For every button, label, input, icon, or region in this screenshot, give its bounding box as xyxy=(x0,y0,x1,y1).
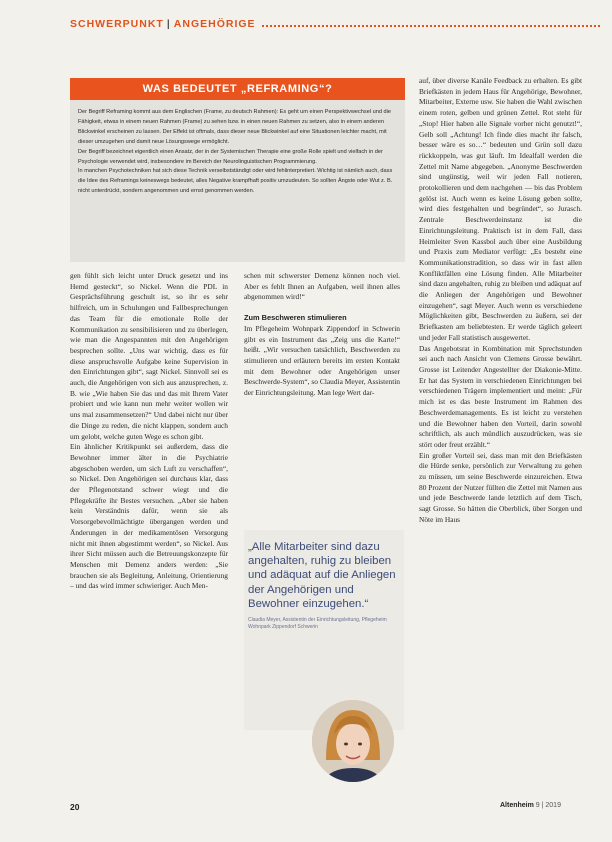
body-paragraph: Ein großer Vorteil sei, dass man mit den Briefkästen die Hürde senke, persönlich zur Verwaltung zu gehen zu müssen, um seine Beschwerde einzureichen. Etwa 80 Prozent der Nutzer füllten die Zettel mit Namen aus und jede Beschwerde lande letztlich auf dem Tisch, sagt Grosse. So hätten die Oberblick, über Sorgen und Nöte im Haus xyxy=(419,450,582,524)
header-separator: | xyxy=(166,18,171,30)
header-dotted-rule xyxy=(262,24,600,27)
page-number: 20 xyxy=(70,802,80,812)
article-column-3 xyxy=(419,76,582,526)
pull-quote-author: Claudia Meyer, Assistentin der Einrichtungsleitung, Pflegeheim Wohnpark Zippendorf Schwerin xyxy=(248,617,387,631)
magazine-name: Altenheim xyxy=(500,802,534,809)
portrait-illustration xyxy=(312,700,394,782)
pull-quote xyxy=(248,540,396,631)
header-section: ANGEHÖRIGE xyxy=(173,18,256,30)
portrait-photo xyxy=(312,700,394,782)
info-box-title: WAS BEDEUTET „REFRAMING“? xyxy=(70,78,405,100)
info-paragraph: Der Begriff bezeichnet eigentlich einen Ansatz, der in der Systemischen Therapie eine große Rolle spielt und vielfach in der Psychologie verwendet wird, insbesondere im Bereich der Neurolinguistischen Programmierung. xyxy=(78,148,383,165)
article-column-1 xyxy=(70,271,228,592)
info-paragraph: Der Begriff Reframing kommt aus dem Englischen (Frame, zu deutsch Rahmen): Es geht um einen Perspektivwechsel und die Fähigkeit, etwas in einem neuen Rahmen (Frame) zu sehen bzw. in einen neuen Rahmen zu setzen, also in einem anderen Blickwinkel erscheinen zu lassen. Der Effekt ist oftmals, dass dieser neue Blickwinkel auf eine Situationen leichter macht, mit dieser umzugehen und damit neue Lösungswege ermöglicht. xyxy=(78,109,391,145)
body-paragraph: Das Angebotsrat in Kombination mit Sprechstunden sei auch nach Ansicht von Clemens Grosse bewährt. Grosse ist Leitender Angestellter der Diakonie-Mitte. Er hat das System in verschiedenen Einrichtungen bei verschiedenen Trägern implementiert und meint: „Für mich ist es das beste Instrument im Rahmen des Beschwerdemanagements. Es ist leicht zu verstehen und die Bewohner haben den Vorteil, darin sowohl schriftlich, als auch mündlich auszudrücken, was sie stört oder freut erzählt.“ xyxy=(419,343,582,449)
magazine-issue: 9 | 2019 xyxy=(535,802,561,809)
article-column-2 xyxy=(244,271,400,399)
subheading: Zum Beschweren stimulieren xyxy=(244,313,347,323)
body-paragraph: Ein ähnlicher Kritikpunkt sei außerdem, dass die Bewohner immer älter in die Psychiatrie abgeschoben werden, um sich Luft zu verschaffen“, so Nickel. Den Angehörigen sei durchaus klar, dass der Pflegenotstand schwer wiegt und die Pflegekräfte ihr Bestes versuchen. „Aber sie haben kein Verständnis dafür, wenn sie als Vorsorgebevollmächtigte übergangen werden und Änderungen in der medikamentösen Versorgung nicht mit ihnen abgestimmt werden“, so Nickel. Aus ihrer Sicht müssen auch die Betreuungskonzepte für Menschen mit Demenz anders werden: „Sie brauchen sie als Begleitung, Anleitung, Orientierung – und das wird immer schwieriger. Auch Men- xyxy=(70,442,228,591)
info-paragraph: In manchen Psychotechniken hat sich diese Technik verselbstständigt oder wird fehlinterpretiert. Wichtig ist nämlich auch, dass die Idee des Reframings keineswegs bedeutet, alles Negative krampfhaft positiv umzudeuten. So sollten Ängste oder Wut z. B. nicht unterdrückt, sondern angenommen und ernst genommen werden. xyxy=(78,168,393,195)
body-paragraph: Im Pflegeheim Wohnpark Zippendorf in Schwerin gibt es ein Instrument das „Zeig uns die Karte!“ heißt. „Wir versuchen tatsächlich, Beschwerden zu stimulieren und erläutern bereits im ersten Kontakt mit dem Bewohner oder Angehörigen unser Beschwerde-System“, so Claudia Meyer, Assistentin der Einrichtungsleitung. Man lege Wert dar- xyxy=(244,323,400,398)
section-header xyxy=(70,16,600,32)
header-kicker: SCHWERPUNKT xyxy=(70,18,164,30)
footer-magazine xyxy=(500,802,561,809)
body-paragraph: schen mit schwerster Demenz können noch viel. Aber es fehlt Ihnen an Aufgaben, weil ihnen alles abgenommen wird!“ xyxy=(244,271,400,302)
body-paragraph: gen fühlt sich leicht unter Druck gesetzt und ins Hemd gesteckt“, so Nickel. Wenn die PDL in Gesprächsführung geschult ist, so ihr es sehr hilfreich, um in Schulungen und Fallbesprechungen das Team für die emotionale Rolle der Kommunikation zu sensibilisieren und zu überlegen, wie man die Angespannten mit den Angehörigen besprechen sollte. „Uns war wichtig, dass es für diese anspruchsvolle Aufgabe keine Supervision in den Einrichtungen gibt“, sagt Nickel. Sinnvoll sei es auch, die Angehörigen von sich aus anzusprechen, z. B. wie „Wie haben Sie das und das mit Ihrem Vater probiert und wie kann nun mehr weiter wollen wir uns mal zusammensetzen?“ Und dabei nicht nur über die Dinge zu reden, die nicht klappen, sondern auch um gelobt, welche guten Wege es schon gibt. xyxy=(70,271,228,441)
body-paragraph: auf, über diverse Kanäle Feedback zu erhalten. Es gibt Briefkästen in jedem Haus für Angehörige, Bewohner, Mitarbeiter, Externe usw. Sie haben die Wahl zwischen einem roten, gelben und grünen Zettel. Rot steht für „Stop! Hier haben alle Signale vorher nicht genutzt!“, Gelb soll „Achtung! Ich finde dies macht ihr falsch, besser wäre es so…“ bedeuten und Grün soll dazu rückkoppeln, was gut läuft. Im Idealfall werden die Zettel mit Name abgegeben. „Anonyme Beschwerden sind ungünstig, weil wir jeden Fall notieren, protokollieren und dem nachgehen — bis das Problem gelöst ist. Auch wenn es keine Lösung geben sollte, wird dies festgehalten und begründet“, so Jurasch. Zentrale Beschwerdeinstanz ist die Einrichtungsleitung. Praktisch ist in dem Fall, dass Heimleiter Sven Kassbol auch über eine Ausbildung und Praxis zum Mediator verfügt: „Es besteht eine Kommunikationstradition, so dass wir in fast allen Konfliktfällen eine Lösung finden. Alle Mitarbeiter sind dazu angehalten, ruhig zu bleiben und adäquat auf die Anliegen der Angehörigen und Bewohner einzugehen“, sagt Meyer. Auch wenn es verschiedene Möglichkeiten gibt, Beschwerden zu äußern, sei der Briefkasten am beliebtesten. Er werde täglich geleert und jeder Fall statistisch ausgewertet. xyxy=(419,76,582,342)
info-box-body xyxy=(78,108,398,197)
pull-quote-text: „Alle Mitarbeiter sind dazu angehalten, ruhig zu bleiben und adäquat auf die Anliegen der Angehörigen und Bewohner einzugehen.“ xyxy=(248,541,396,610)
reframing-info-box xyxy=(70,83,405,262)
